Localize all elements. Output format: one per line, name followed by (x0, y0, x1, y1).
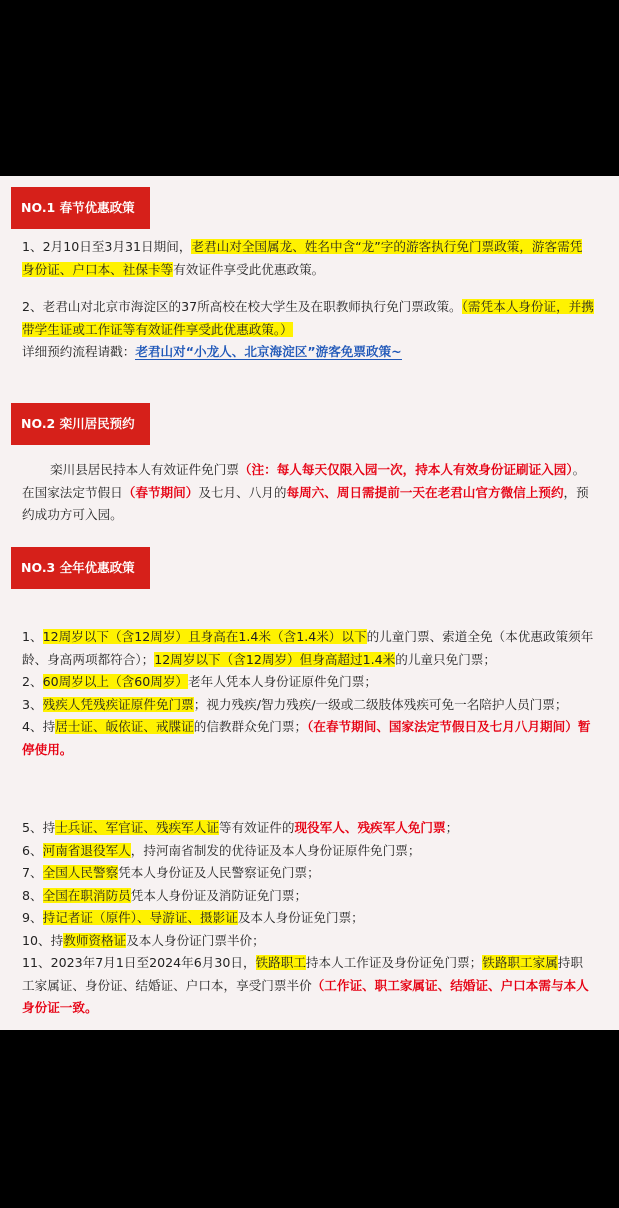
s1-item-1 (22, 236, 594, 281)
s1-item-2-highlight: （需凭本人身份证，并携带学生证或工作证等有效证件享受此优惠政策。） (22, 299, 594, 337)
s3-item-6-num: 6、 (22, 842, 43, 858)
s3-item-1-highlight-d: 12周岁以下（含12周岁）但身高超过1.4米 (154, 651, 396, 667)
s2-text-e: 及七月、八月的 (198, 484, 287, 500)
s3-group-2 (22, 817, 594, 1020)
s3-item-8-num: 8、 (22, 887, 43, 903)
s3-item-11-num: 11、2023年7月1日至2024年6月30日， (22, 955, 256, 970)
s2-note: （注：每人每天仅限入园一次，持本人有效身份证刷证入园） (238, 462, 573, 477)
s3-item-1-text-c: 的儿童门票、索道全免（本优惠政策须年龄、身高两项都符合）； (22, 629, 594, 667)
s3-item-11-highlight-a: 铁路职工 (255, 955, 306, 970)
s3-item-10-highlight: 教师资格证 (63, 932, 127, 948)
s3-item-9-highlight: 持记者证（原件）、导游证、摄影证 (42, 910, 238, 925)
s3-item-10 (22, 930, 594, 953)
s1-item-1-suffix: 有效证件享受此优惠政策。 (173, 261, 325, 277)
s3-item-4-note: （在春节期间、国家法定节假日及七月八月期间）暂停使用。 (22, 719, 591, 757)
s3-item-5 (22, 817, 594, 840)
s3-item-1-num: 1、 (22, 629, 43, 644)
section-label-spring-festival: NO.1 春节优惠政策 (11, 187, 150, 229)
s3-item-6-text: ，持河南省制发的优待证及本人身份证原件免门票； (130, 842, 421, 858)
s3-item-2-text: 老年人凭本人身份证原件免门票； (188, 674, 377, 689)
s2-weekend-booking: 每周六、周日需提前一天在老君山官方微信上预约 (286, 484, 564, 500)
s3-item-3 (22, 694, 594, 717)
s3-item-10-text: 及本人身份证门票半价； (126, 932, 265, 948)
s3-item-3-num: 3、 (22, 696, 43, 712)
s3-item-7 (22, 862, 594, 885)
s3-item-10-num: 10、持 (22, 932, 64, 948)
s3-item-4-num: 4、持 (22, 719, 56, 734)
s3-item-3-text: ；视力残疾/智力残疾/一级或二级肢体残疾可免一名陪护人员门票； (193, 696, 568, 712)
s3-item-4-text: 的信教群众免门票； (193, 719, 308, 734)
s3-item-1-text-e: 的儿童只免门票； (395, 651, 496, 667)
s3-item-7-num: 7、 (22, 865, 43, 880)
s3-item-4-highlight: 居士证、皈依证、戒牒证 (55, 719, 194, 734)
s1-item-1-highlight: 老君山对全国属龙、姓名中含“龙”字的游客执行免门票政策，游客需凭身份证、户口本、社保卡等 (22, 239, 583, 277)
s3-item-5-red: 现役军人、残疾军人免门票 (294, 820, 446, 835)
s3-item-5-num: 5、持 (22, 820, 56, 835)
s3-item-8-highlight: 全国在职消防员 (42, 887, 131, 903)
s3-item-9 (22, 907, 594, 930)
s3-item-3-highlight: 残疾人凭残疾证原件免门票 (42, 696, 194, 712)
s3-item-8 (22, 885, 594, 908)
s3-item-5-end: ； (445, 820, 459, 835)
s3-item-9-num: 9、 (22, 910, 43, 925)
s3-item-1 (22, 626, 594, 671)
s3-item-6 (22, 840, 594, 863)
s2-spring-festival: （春节期间） (122, 484, 199, 500)
s3-item-7-text: 凭本人身份证及人民警察证免门票； (118, 865, 320, 880)
s3-item-9-text: 及本人身份证免门票； (237, 910, 364, 925)
s3-item-6-highlight: 河南省退役军人 (42, 842, 131, 858)
s1-item-1-prefix: 1、2月10日至3月31日期间， (22, 239, 192, 254)
policy-document (0, 176, 619, 1030)
s3-item-2-num: 2、 (22, 674, 43, 689)
s3-group-1 (22, 626, 594, 761)
section-label-local-residents: NO.2 栾川居民预约 (11, 403, 150, 445)
section-label-annual: NO.3 全年优惠政策 (11, 547, 150, 589)
s3-item-7-highlight: 全国人民警察 (42, 865, 119, 880)
s3-item-2-highlight: 60周岁以上（含60周岁） (42, 674, 189, 689)
s3-item-11-note: （工作证、职工家属证、结婚证、户口本需与本人身份证一致。 (22, 977, 589, 1015)
s3-item-2 (22, 671, 594, 694)
booking-link[interactable]: 老君山对“小龙人、北京海淀区”游客免票政策~ (135, 344, 402, 359)
s3-item-11-highlight-d: 铁路职工家属 (482, 955, 558, 970)
s3-item-8-text: 凭本人身份证及消防证免门票； (130, 887, 308, 903)
s3-item-11-text-c: 持本人工作证及身份证免门票； (305, 955, 483, 970)
s2-text-g: ，预约成功方可入园。 (22, 484, 589, 522)
s3-item-5-text: 等有效证件的 (218, 820, 295, 835)
booking-prompt: 详细预约流程请戳： (22, 344, 136, 359)
s2-paragraph (22, 459, 594, 527)
s3-item-11-text-e: 持职工家属证、身份证、结婚证、户口本，享受门票半价 (22, 955, 583, 993)
s1-booking-line (22, 341, 594, 364)
s3-item-11 (22, 952, 594, 1020)
s3-item-4 (22, 716, 594, 761)
s1-item-2 (22, 296, 594, 341)
s3-item-5-highlight: 士兵证、军官证、残疾军人证 (55, 820, 219, 835)
s3-item-1-highlight-a: 12周岁以下（含12周岁）且身高在1.4米（含1.4米）以下 (42, 629, 367, 644)
s2-text-a: 栾川县居民持本人有效证件免门票 (50, 462, 239, 477)
s2-text-c: 。在国家法定节假日 (22, 462, 586, 500)
s1-item-2-text: 2、老君山对北京市海淀区的37所高校在校大学生及在职教师执行免门票政策。 (22, 299, 462, 314)
